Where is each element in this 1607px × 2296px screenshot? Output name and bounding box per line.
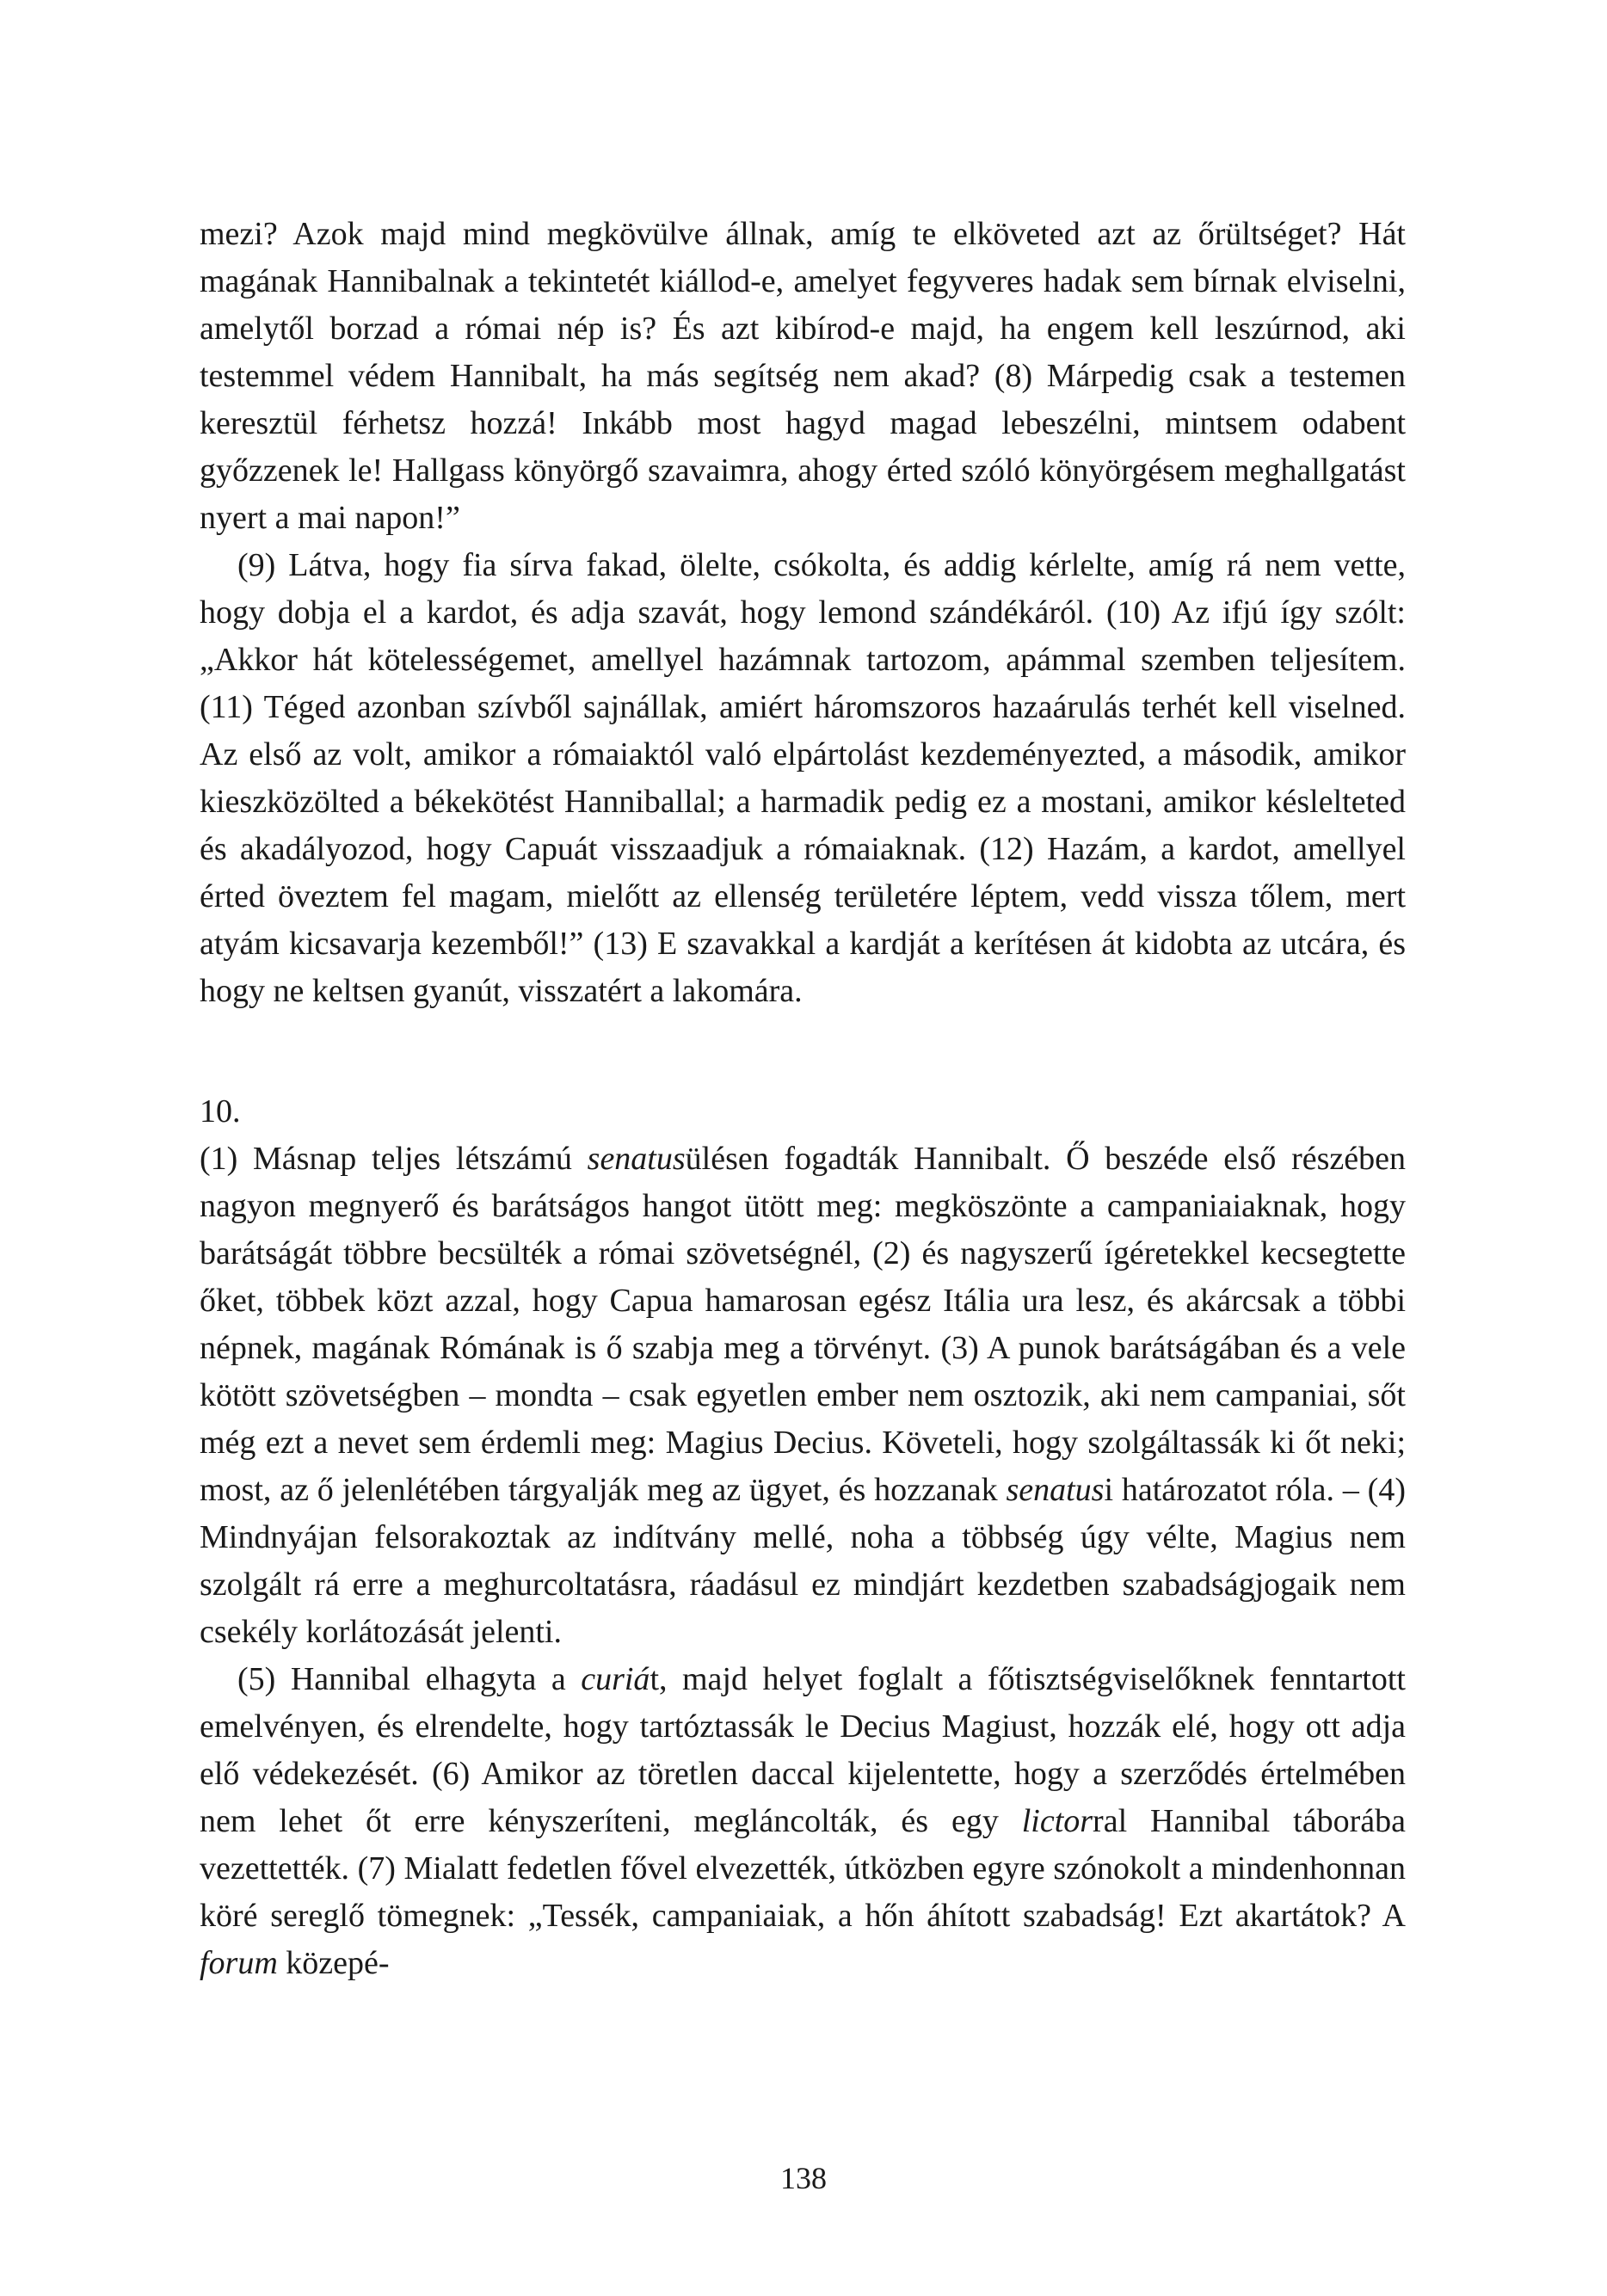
italic-term: forum <box>200 1945 278 1981</box>
text-run: mezi? Azok majd mind megkövülve állnak, amíg te elköveted azt az őrültséget? Hát magának Hannibalnak a tekintetét kiállod-e, amelyet fegyveres hadak sem bírnak elviselni, amelytől borzad a római nép is? És azt kibírod-e majd, ha engem kell leszúrnod, aki testemmel védem Hannibalt, ha más segítség nem akad? (8) Márpedig csak a testemen keresztül férhetsz hozzá! Inkább most hagyd magad lebeszélni, mintsem odabent győzzenek le! Hallgass könyörgő szavaimra, ahogy érted szóló könyörgésem meghallgatást nyert a mai napon!” <box>200 216 1406 536</box>
text-run: közepé- <box>277 1945 390 1981</box>
paragraph-2 <box>200 542 1406 1015</box>
body-text-top <box>200 211 1406 1015</box>
text-run: ral Hannibal táborába vezettették. (7) Mialatt fedetlen fővel elvezették, útközben egyre szónokolt a mindenhonnan köré sereglő tömegnek: „Tessék, campaniaiak, a hőn áhított szabadság! Ezt akartátok? A <box>200 1803 1406 1934</box>
text-run: (9) Látva, hogy fia sírva fakad, ölelte, csókolta, és addig kérlelte, amíg rá nem vette, hogy dobja el a kardot, és adja szavát, hogy lemond szándékáról. (10) Az ifjú így szólt: „Akkor hát kötelességemet, amellyel hazámnak tartozom, apámmal szemben teljesítem. (11) Téged azonban szívből sajnállak, amiért háromszoros hazaárulás terhét kell viselned. Az első az volt, amikor a rómaiaktól való elpártolást kezdeményezted, a második, amikor kieszközölted a békekötést Hanniballal; a harmadik pedig ez a mostani, amikor késlelteted és akadályozod, hogy Capuát visszaadjuk a rómaiaknak. (12) Hazám, a kardot, amellyel érted öveztem fel magam, mielőtt az ellenség területére léptem, vedd vissza tőlem, mert atyám kicsavarja kezemből!” (13) E szavakkal a kardját a kerítésen át kidobta az utcára, és hogy ne keltsen gyanút, visszatért a lakomára. <box>200 547 1406 1009</box>
body-text-section-10 <box>200 1088 1406 1987</box>
italic-term: senatus <box>587 1141 686 1177</box>
paragraph-1 <box>200 211 1406 542</box>
section-number: 10. <box>200 1093 241 1130</box>
text-run: i határozatot róla. – (4) Mindnyájan felsorakoztak az indítvány mellé, noha a többség úgy vélte, Magius nem szolgált rá erre a meghurcoltatásra, ráadásul ez mindjárt kezdetben szabadságjogaik nem csekély korlátozását jelenti. <box>200 1472 1406 1650</box>
italic-term: curiá <box>581 1661 650 1697</box>
italic-term: senatus <box>1006 1472 1105 1508</box>
paragraph-3 <box>200 1136 1406 1656</box>
page-number: 138 <box>780 2161 827 2195</box>
text-run: ülésen fogadták Hannibalt. Ő beszéde első részében nagyon megnyerő és barátságos hangot ütött meg: megköszönte a campaniaiaknak, hogy barátságát többre becsülték a római szövetségnél, (2) és nagyszerű ígéretekkel kecsegtette őket, többek közt azzal, hogy Capua hamarosan egész Itália ura lesz, és akárcsak a többi népnek, magának Rómának is ő szabja meg a törvényt. (3) A punok barátságában és a vele kötött szövetségben – mondta – csak egyetlen ember nem osztozik, aki nem campaniai, sőt még ezt a nevet sem érdemli meg: Magius Decius. Követeli, hogy szolgáltassák ki őt neki; most, az ő jelenlétében tárgyalják meg az ügyet, és hozzanak <box>200 1141 1407 1508</box>
text-run: t, majd helyet foglalt a főtisztségviselőknek fenntartott emelvényen, és elrendelte, hogy tartóztassák le Decius Magiust, hozzák elé, hogy ott adja elő védekezését. (6) Amikor az töretlen daccal kijelentette, hogy a szerződés értelmében nem lehet őt erre kényszeríteni, megláncolták, és egy <box>200 1661 1406 1839</box>
text-run: (1) Másnap teljes létszámú <box>200 1141 588 1177</box>
text-run: (5) Hannibal elhagyta a <box>237 1661 582 1697</box>
paragraph-4 <box>200 1656 1406 1987</box>
italic-term: lictor <box>1021 1803 1093 1839</box>
